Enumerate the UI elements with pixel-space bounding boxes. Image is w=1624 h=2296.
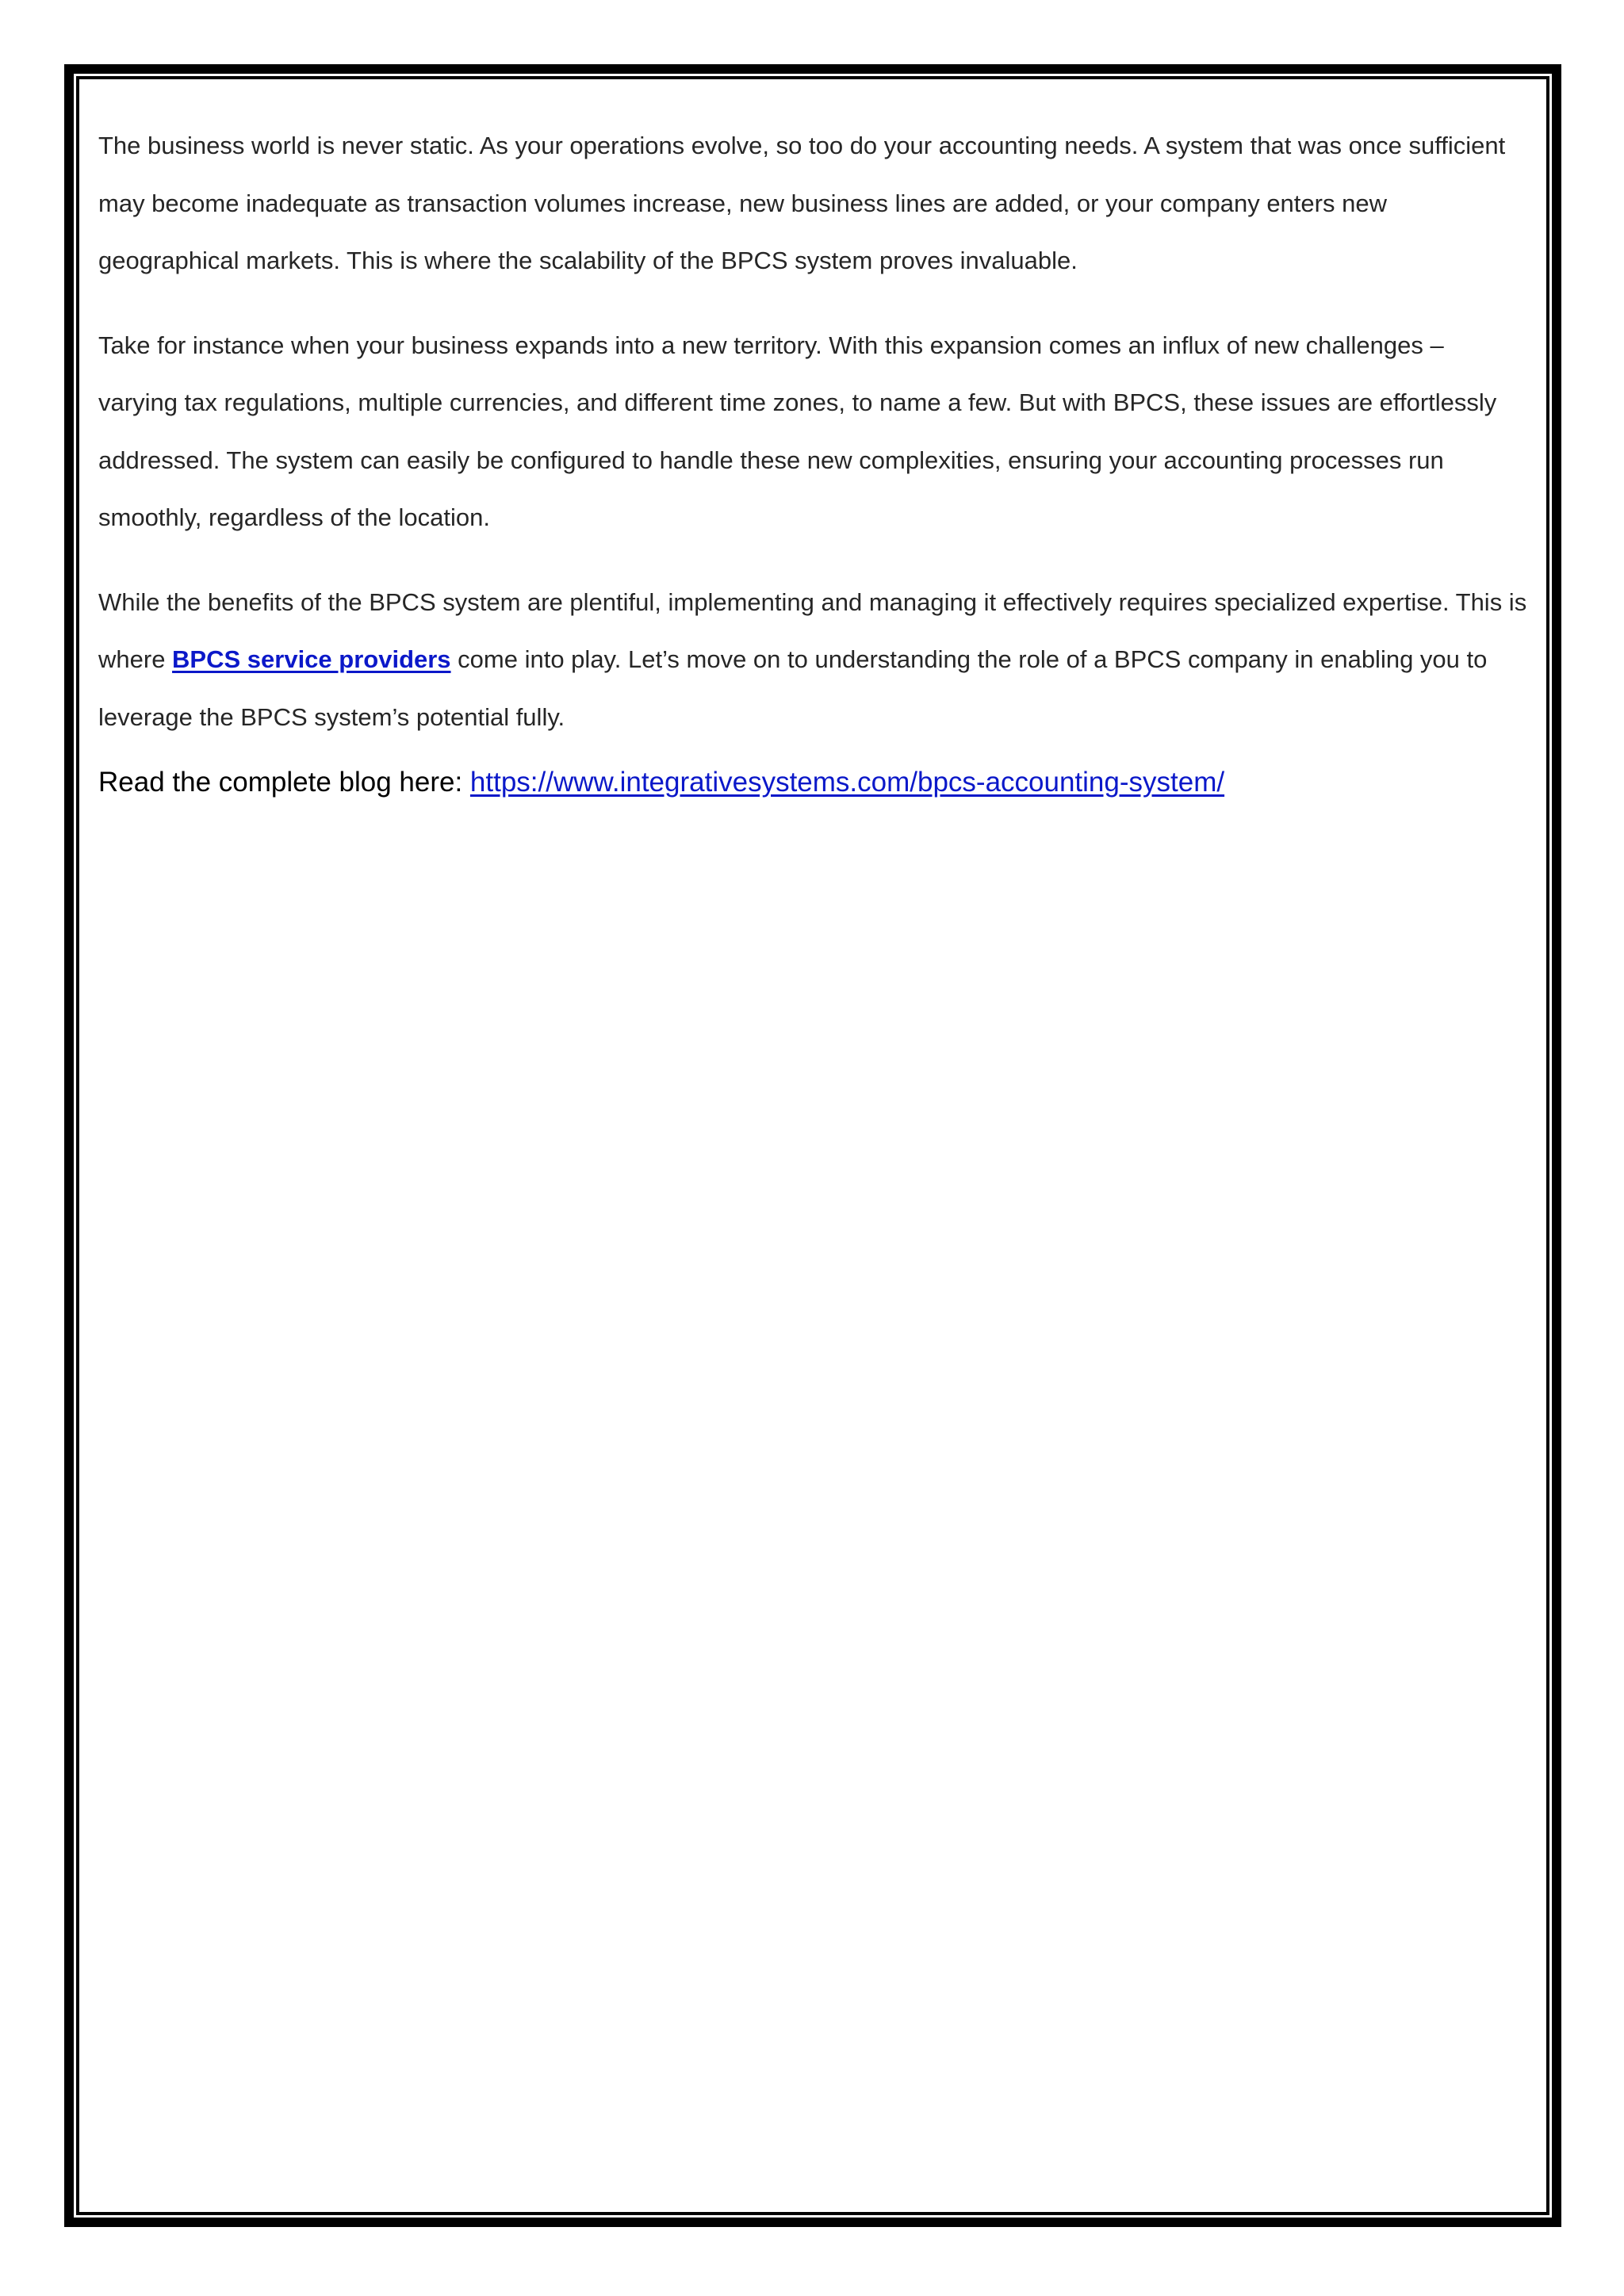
blog-prompt-text: Read the complete blog here: (98, 767, 470, 798)
paragraph-1: The business world is never static. As your operations evolve, so too do your accounting needs. A system that was once sufficient may become inadequate as transaction volumes increase, new business lines are added, or your company enters new geographical markets. This is where the scalability of the BPCS system proves invaluable. (98, 132, 1506, 274)
document-body (98, 117, 1530, 806)
paragraph-2: Take for instance when your business expands into a new territory. With this expansion comes an influx of new challenges – varying tax regulations, multiple currencies, and different time zones, to name a few. But with BPCS, these issues are effortlessly addressed. The system can easily be configured to handle these new complexities, ensuring your accounting processes run smoothly, regardless of the location. (98, 331, 1497, 531)
paragraph-3 (98, 574, 1530, 747)
paragraph-3-text-after-link: come into play. Let’s move on to understanding the role of a BPCS company in enabling you to leverage the BPCS system’s potential fully. (98, 645, 1488, 731)
blog-url-link[interactable]: https://www.integrativesystems.com/bpcs-accounting-system/ (469, 767, 1225, 798)
blog-link-line (98, 759, 1530, 806)
bpcs-service-providers-link[interactable]: BPCS service providers (172, 645, 451, 673)
paragraph-3-text-before-link: While the benefits of the BPCS system are plentiful, implementing and managing it effectively requires specialized expertise. This is where (98, 587, 1527, 673)
